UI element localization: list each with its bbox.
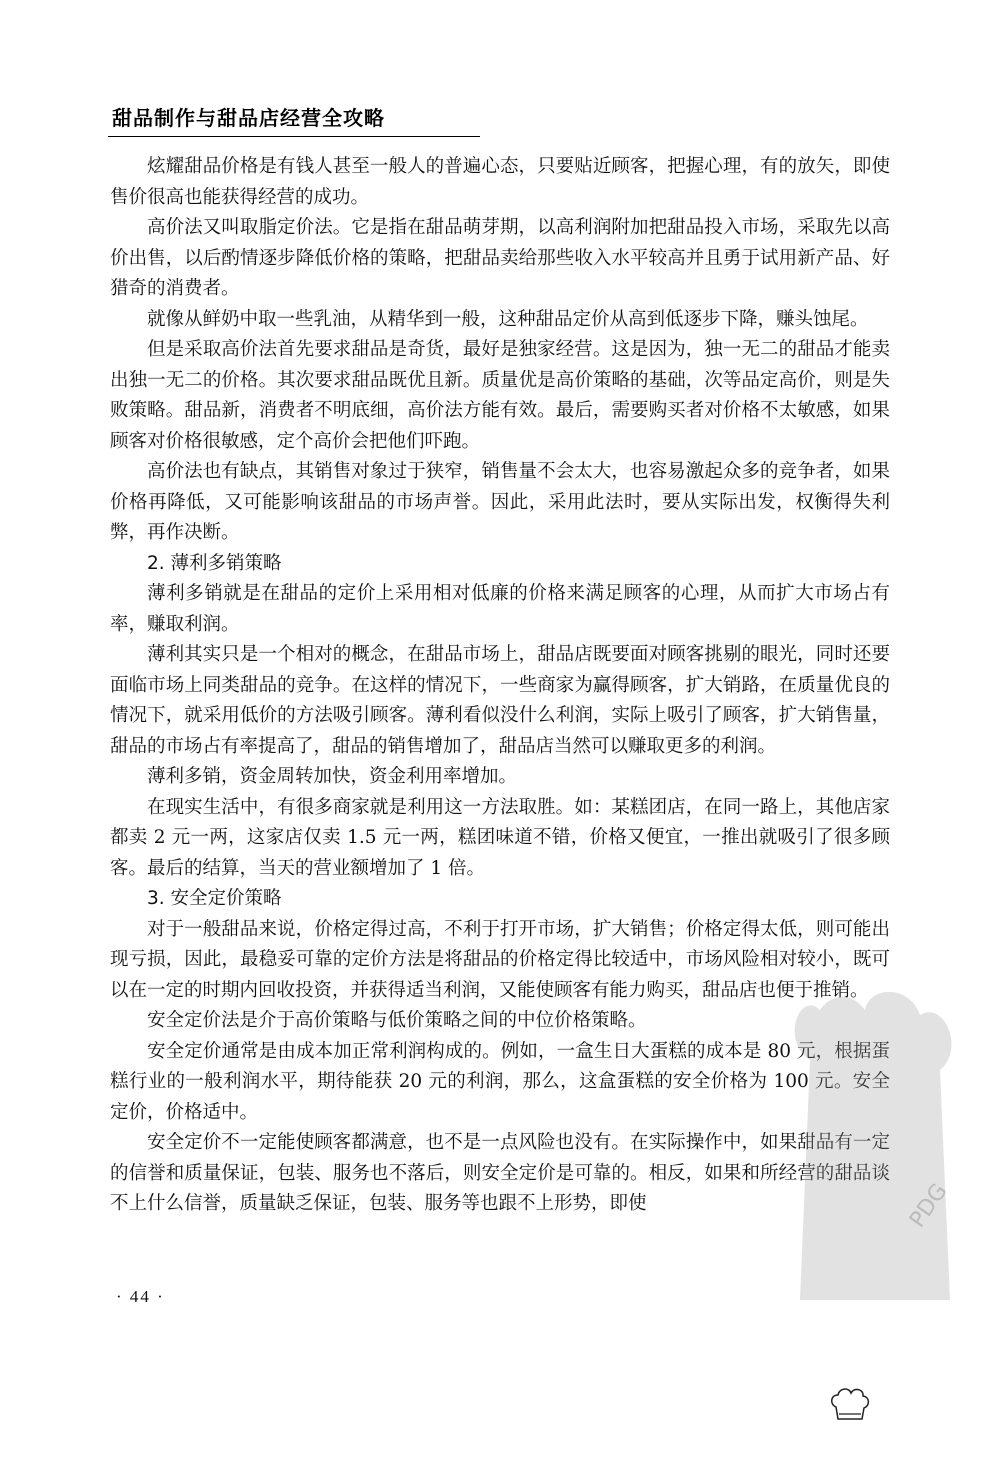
running-header: 甜品制作与甜品店经营全攻略: [112, 106, 385, 130]
paragraph: 薄利多销，资金周转加快，资金利用率增加。: [147, 766, 518, 787]
watermark-label: PDG: [905, 1179, 953, 1233]
paragraph: 但是采取高价法首先要求甜品是奇货，最好是独家经营。这是因为，独一无二的甜品才能卖出独一无二的价格。其次要求甜品既优且新。质量优是高价策略的基础，次等品定高价，则是失败策略。甜品新，消费者不明底细，高价法方能有效。最后，需要购买者对价格不太敏感，如果顾客对价格很敏感，定个高价会把他们吓跑。: [110, 339, 890, 452]
chef-hat-icon: [828, 1385, 872, 1425]
body-text: [110, 152, 890, 1220]
paragraph: 高价法又叫取脂定价法。它是指在甜品萌芽期，以高利润附加把甜品投入市场，采取先以高价出售，以后酌情逐步降低价格的策略，把甜品卖给那些收入水平较高并且勇于试用新产品、好猎奇的消费者。: [110, 217, 890, 299]
paragraph: 安全定价不一定能使顾客都满意，也不是一点风险也没有。在实际操作中，如果甜品有一定的信誉和质量保证，包装、服务也不落后，则安全定价是可靠的。相反，如果和所经营的甜品谈不上什么信誉，质量缺乏保证，包装、服务等也跟不上形势，即使: [110, 1132, 890, 1214]
paragraph: 对于一般甜品来说，价格定得过高，不利于打开市场，扩大销售；价格定得太低，则可能出现亏损，因此，最稳妥可靠的定价方法是将甜品的价格定得比较适中，市场风险相对较小，既可以在一定的时期内回收投资，并获得适当利润，又能使顾客有能力购买，甜品店也便于推销。: [110, 918, 890, 1001]
section-heading: 2. 薄利多销策略: [147, 552, 282, 574]
paragraph: 炫耀甜品价格是有钱人甚至一般人的普遍心态，只要贴近顾客，把握心理，有的放矢，即使售价很高也能获得经营的成功。: [110, 156, 890, 208]
paragraph: 安全定价法是介于高价策略与低价策略之间的中位价格策略。: [147, 1010, 647, 1031]
paragraph: 高价法也有缺点，其销售对象过于狭窄，销售量不会太大，也容易激起众多的竞争者，如果价格再降低，又可能影响该甜品的市场声誉。因此，采用此法时，要从实际出发，权衡得失利弊，再作决断。: [110, 461, 890, 543]
paragraph: 在现实生活中，有很多商家就是利用这一方法取胜。如：某糕团店，在同一路上，其他店家都卖 2 元一两，这家店仅卖 1.5 元一两，糕团味道不错，价格又便宜，一推出就吸引了很多顾客。最后的结算，当天的营业额增加了 1 倍。: [110, 796, 890, 879]
paragraph: 安全定价通常是由成本加正常利润构成的。例如，一盒生日大蛋糕的成本是 80 元，根据蛋糕行业的一般利润水平，期待能获 20 元的利润，那么，这盒蛋糕的安全价格为 100 元。安全定价，价格适中。: [110, 1040, 890, 1123]
paragraph: 就像从鲜奶中取一些乳油，从精华到一般，这种甜品定价从高到低逐步下降，赚头蚀尾。: [147, 308, 869, 330]
chef-hat-watermark-icon: [780, 980, 960, 1320]
section-heading: 3. 安全定价策略: [147, 888, 282, 909]
paragraph: 薄利其实只是一个相对的概念，在甜品市场上，甜品店既要面对顾客挑剔的眼光，同时还要面临市场上同类甜品的竞争。在这样的情况下，一些商家为赢得顾客，扩大销路，在质量优良的情况下，就采用低价的方法吸引顾客。薄利看似没什么利润，实际上吸引了顾客，扩大销售量，甜品的市场占有率提高了，甜品的销售增加了，甜品店当然可以赚取更多的利润。: [110, 644, 890, 757]
page-number: · 44 ·: [116, 1287, 165, 1306]
paragraph: 薄利多销就是在甜品的定价上采用相对低廉的价格来满足顾客的心理，从而扩大市场占有率，赚取利润。: [110, 583, 890, 635]
header-rule: [108, 136, 480, 137]
